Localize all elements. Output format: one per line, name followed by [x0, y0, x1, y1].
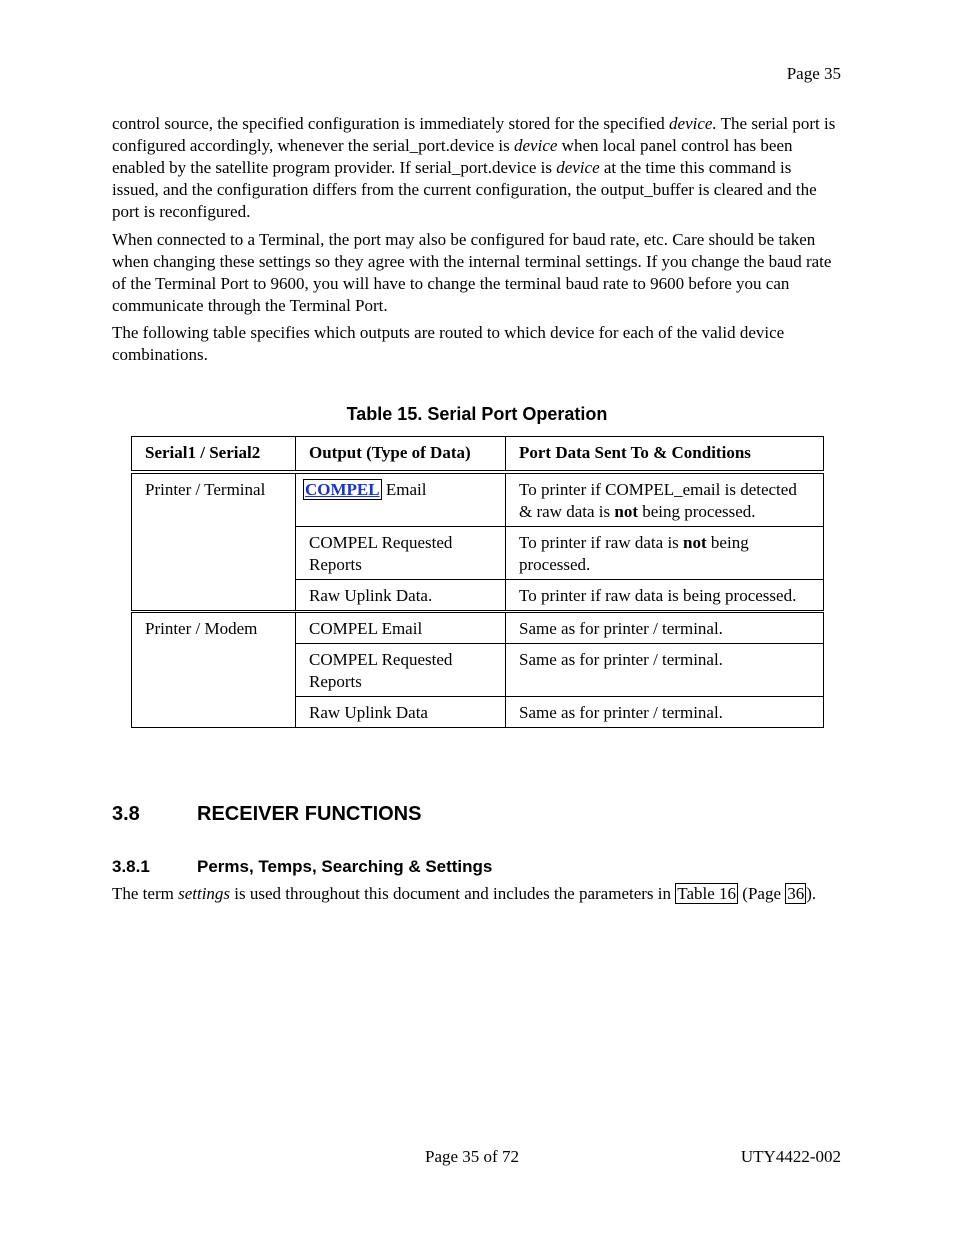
table-row — [132, 612, 824, 644]
condition-bold: not — [683, 533, 707, 552]
table-header-row — [132, 437, 824, 473]
body-text: The term — [112, 884, 179, 903]
output-cell: Raw Uplink Data — [296, 697, 506, 728]
section-heading — [112, 803, 421, 826]
subsection-number: 3.8.1 — [112, 857, 150, 876]
table-caption: Table 15. Serial Port Operation — [346, 404, 608, 424]
body-text: (Page — [738, 884, 786, 903]
p1-text-4: at the time this command is issued, and the configuration differs from the current configuration, the output_buffer is cleared and the port is reconfigured. — [112, 158, 817, 221]
p1-italic-2: device — [514, 136, 558, 155]
condition-cell: Same as for printer / terminal. — [506, 697, 824, 728]
p1-text-3: when local panel control has been enabled by the satellite program provider. If serial_port.device is — [112, 136, 793, 177]
output-text: Email — [381, 480, 427, 499]
footer-doc-id: UTY4422-002 — [740, 1147, 841, 1166]
output-cell: COMPEL Email — [296, 612, 506, 644]
table-16-link[interactable]: Table 16 — [677, 884, 737, 903]
header-output: Output (Type of Data) — [296, 437, 506, 473]
output-cell: Raw Uplink Data. — [296, 580, 506, 612]
subsection-title: Perms, Temps, Searching & Settings — [197, 857, 493, 876]
intro-paragraph-2: When connected to a Terminal, the port may also be configured for baud rate, etc. Care should be taken when changing these settings so they agree with the internal terminal settings. If you change the baud rate of the Terminal Port to 9600, you will have to change the terminal baud rate to 9600 before you can communicate through the Terminal Port. — [112, 230, 832, 315]
compel-link[interactable]: COMPEL — [305, 480, 380, 499]
body-text: is used throughout this document and includes the parameters in — [230, 884, 676, 903]
condition-bold: not — [614, 502, 638, 521]
table-row — [132, 472, 824, 527]
intro-paragraph-1 — [112, 113, 842, 223]
condition-cell: Same as for printer / terminal. — [506, 644, 824, 697]
serial-port-table — [131, 436, 824, 728]
condition-text: being processed. — [637, 502, 756, 521]
output-cell: COMPEL Requested Reports — [296, 527, 506, 580]
device-cell: Printer / Terminal — [132, 472, 296, 612]
condition-text: being processed. — [519, 533, 749, 574]
settings-paragraph — [112, 883, 842, 905]
condition-cell: To printer if raw data is being processed. — [506, 580, 824, 612]
output-cell — [296, 472, 506, 527]
section-number: 3.8 — [112, 803, 140, 825]
condition-cell: Same as for printer / terminal. — [506, 612, 824, 644]
page-number-header: Page 35 — [786, 64, 841, 83]
intro-paragraph-3: The following table specifies which outputs are routed to which device for each of the valid device combinations. — [112, 323, 785, 364]
section-title: RECEIVER FUNCTIONS — [197, 803, 422, 825]
body-italic: settings — [178, 884, 231, 903]
condition-cell — [506, 472, 824, 527]
footer-page-count: Page 35 of 72 — [425, 1147, 519, 1166]
device-cell: Printer / Modem — [132, 612, 296, 728]
header-serial: Serial1 / Serial2 — [132, 437, 296, 473]
condition-text: To printer if raw data is — [519, 533, 684, 552]
subsection-heading — [112, 857, 492, 877]
page-36-link[interactable]: 36 — [787, 884, 805, 903]
body-text: ). — [806, 884, 817, 903]
output-cell: COMPEL Requested Reports — [296, 644, 506, 697]
p1-text-2: The serial port is configured accordingly, whenever the serial_port.device is — [112, 114, 836, 155]
p1-italic-1: device. — [669, 114, 717, 133]
condition-cell — [506, 527, 824, 580]
p1-text-1: control source, the specified configuration is immediately stored for the specified — [112, 114, 670, 133]
condition-text: To printer if COMPEL_email is detected & raw data is — [519, 480, 797, 521]
p1-italic-3: device — [556, 158, 600, 177]
header-conditions: Port Data Sent To & Conditions — [506, 437, 824, 473]
